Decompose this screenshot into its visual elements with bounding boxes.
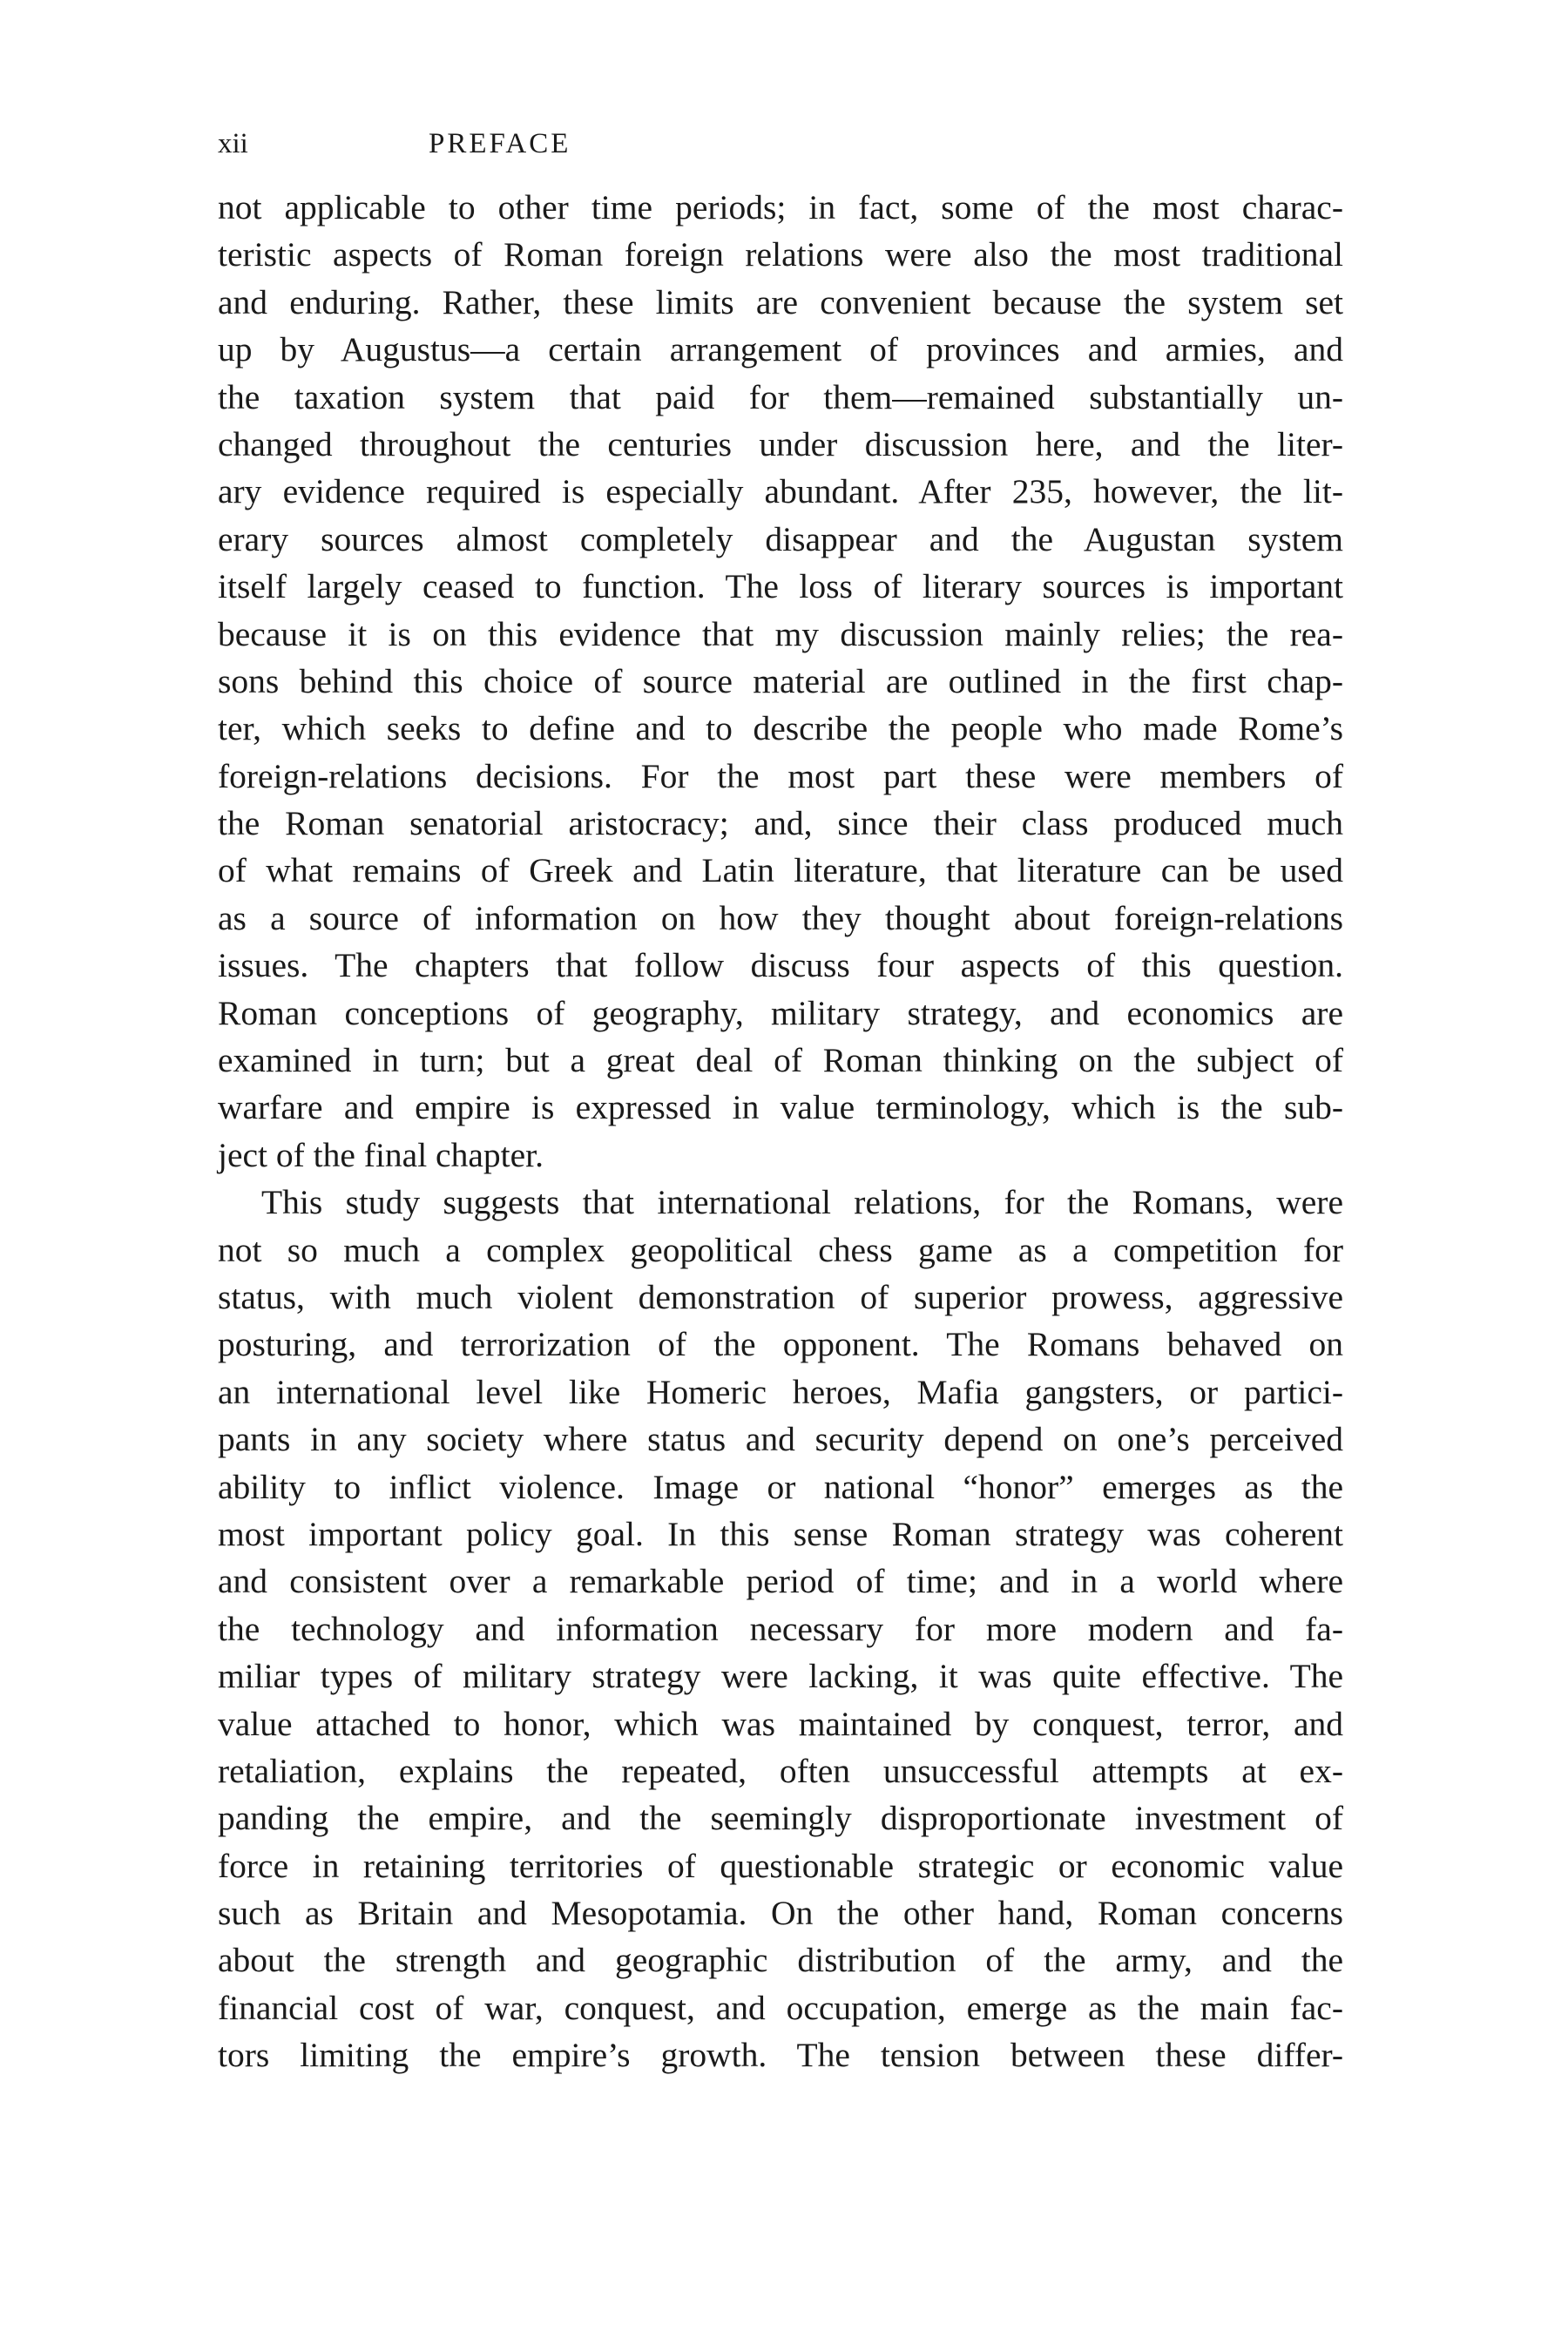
text-line: teristic aspects of Roman foreign relations were also the most traditional: [218, 235, 1343, 274]
page-number: xii: [218, 128, 248, 159]
text-line: pants in any society where status and security depend on one’s perceived: [218, 1420, 1343, 1459]
text-line: panding the empire, and the seemingly disproportionate investment of: [218, 1799, 1343, 1838]
text-line: changed throughout the centuries under discussion here, and the liter-: [218, 424, 1343, 463]
text-line: not so much a complex geopolitical chess game as a competition for: [218, 1230, 1343, 1269]
body-text: [218, 184, 1343, 2079]
running-head: [218, 126, 571, 161]
text-line: tors limiting the empire’s growth. The tension between these differ-: [218, 2036, 1343, 2075]
text-line: ject of the final chapter.: [218, 1135, 544, 1174]
text-line: Roman conceptions of geography, military strategy, and economics are: [218, 993, 1343, 1032]
text-line: ary evidence required is especially abundant. After 235, however, the lit-: [218, 472, 1343, 511]
text-line: the technology and information necessary for more modern and fa-: [218, 1609, 1343, 1648]
text-line: about the strength and geographic distribution of the army, and the: [218, 1941, 1343, 1980]
text-line: such as Britain and Mesopotamia. On the other hand, Roman concerns: [218, 1894, 1343, 1933]
text-line: warfare and empire is expressed in value terminology, which is the sub-: [218, 1088, 1343, 1127]
text-line: most important policy goal. In this sense Roman strategy was coherent: [218, 1514, 1343, 1553]
text-line: the Roman senatorial aristocracy; and, since their class produced much: [218, 804, 1343, 843]
paragraph: [218, 184, 1343, 1179]
paragraph: [218, 1179, 1343, 2078]
text-line: value attached to honor, which was maintained by conquest, terror, and: [218, 1704, 1343, 1743]
text-line: up by Augustus—a certain arrangement of provinces and armies, and: [218, 330, 1343, 369]
text-line: foreign-relations decisions. For the most part these were members of: [218, 756, 1343, 795]
text-line: status, with much violent demonstration of superior prowess, aggressive: [218, 1277, 1343, 1316]
text-line: examined in turn; but a great deal of Roman thinking on the subject of: [218, 1041, 1343, 1080]
text-line: the taxation system that paid for them—remained substantially un-: [218, 377, 1343, 416]
text-line: posturing, and terrorization of the opponent. The Romans behaved on: [218, 1325, 1343, 1364]
text-line: financial cost of war, conquest, and occupation, emerge as the main fac-: [218, 1988, 1343, 2027]
text-line: sons behind this choice of source material are outlined in the first chap-: [218, 661, 1343, 700]
text-line: miliar types of military strategy were lacking, it was quite effective. The: [218, 1657, 1343, 1696]
text-line: ability to inflict violence. Image or national “honor” emerges as the: [218, 1467, 1343, 1506]
text-line: ter, which seeks to define and to describe the people who made Rome’s: [218, 709, 1343, 748]
text-line: of what remains of Greek and Latin literature, that literature can be used: [218, 851, 1343, 890]
text-line: itself largely ceased to function. The loss of literary sources is important: [218, 567, 1343, 606]
text-line: retaliation, explains the repeated, often unsuccessful attempts at ex-: [218, 1751, 1343, 1790]
text-line: not applicable to other time periods; in fact, some of the most charac-: [218, 188, 1343, 226]
text-line: issues. The chapters that follow discuss four aspects of this question.: [218, 946, 1343, 985]
text-line: an international level like Homeric heroes, Mafia gangsters, or partici-: [218, 1372, 1343, 1411]
text-line: and consistent over a remarkable period of time; and in a world where: [218, 1562, 1343, 1601]
text-line: and enduring. Rather, these limits are convenient because the system set: [218, 282, 1343, 321]
text-line: This study suggests that international relations, for the Romans, were: [261, 1183, 1343, 1222]
text-line: force in retaining territories of questionable strategic or economic value: [218, 1846, 1343, 1885]
text-line: as a source of information on how they thought about foreign-relations: [218, 898, 1343, 937]
text-line: erary sources almost completely disappear and the Augustan system: [218, 519, 1343, 558]
text-line: because it is on this evidence that my discussion mainly relies; the rea-: [218, 614, 1343, 653]
running-head-title: PREFACE: [429, 128, 571, 159]
